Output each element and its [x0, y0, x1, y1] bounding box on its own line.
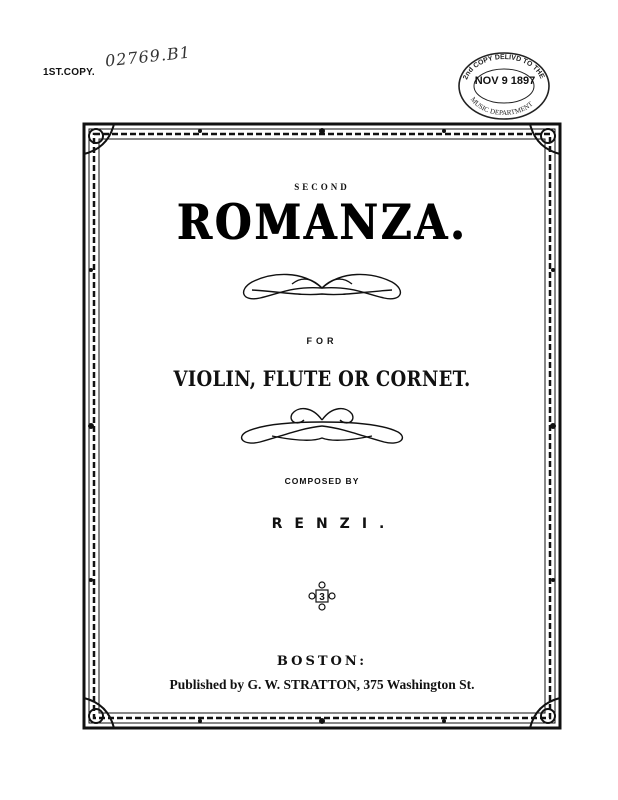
for-label: FOR	[306, 336, 338, 346]
handwritten-catalog-number: 02769.B1	[104, 42, 192, 71]
svg-text:2nd COPY DELIVD TO THE: 2nd COPY DELIVD TO THE	[462, 53, 546, 81]
stamp-date: NOV 9 1897	[474, 75, 536, 87]
ornamental-flourish-middle	[232, 402, 412, 448]
copy-label: 1ST.COPY.	[43, 67, 95, 78]
number-badge-ornament	[307, 581, 337, 611]
number-badge-text: 3	[319, 592, 325, 603]
ornamental-flourish-top	[232, 268, 412, 308]
title-prefix: SECOND	[294, 182, 350, 192]
instruments-heading: VIOLIN, FLUTE OR CORNET.	[173, 366, 471, 391]
publisher-city: BOSTON:	[276, 654, 368, 669]
publisher-line: Published by G. W. STRATTON, 375 Washington St.	[169, 677, 475, 692]
title-main: ROMANZA.	[176, 194, 468, 251]
composer-name: RENZI.	[271, 516, 397, 532]
composed-by-label: COMPOSED BY	[284, 476, 360, 486]
svg-text:MUSIC DEPARTMENT: MUSIC DEPARTMENT	[468, 95, 535, 118]
